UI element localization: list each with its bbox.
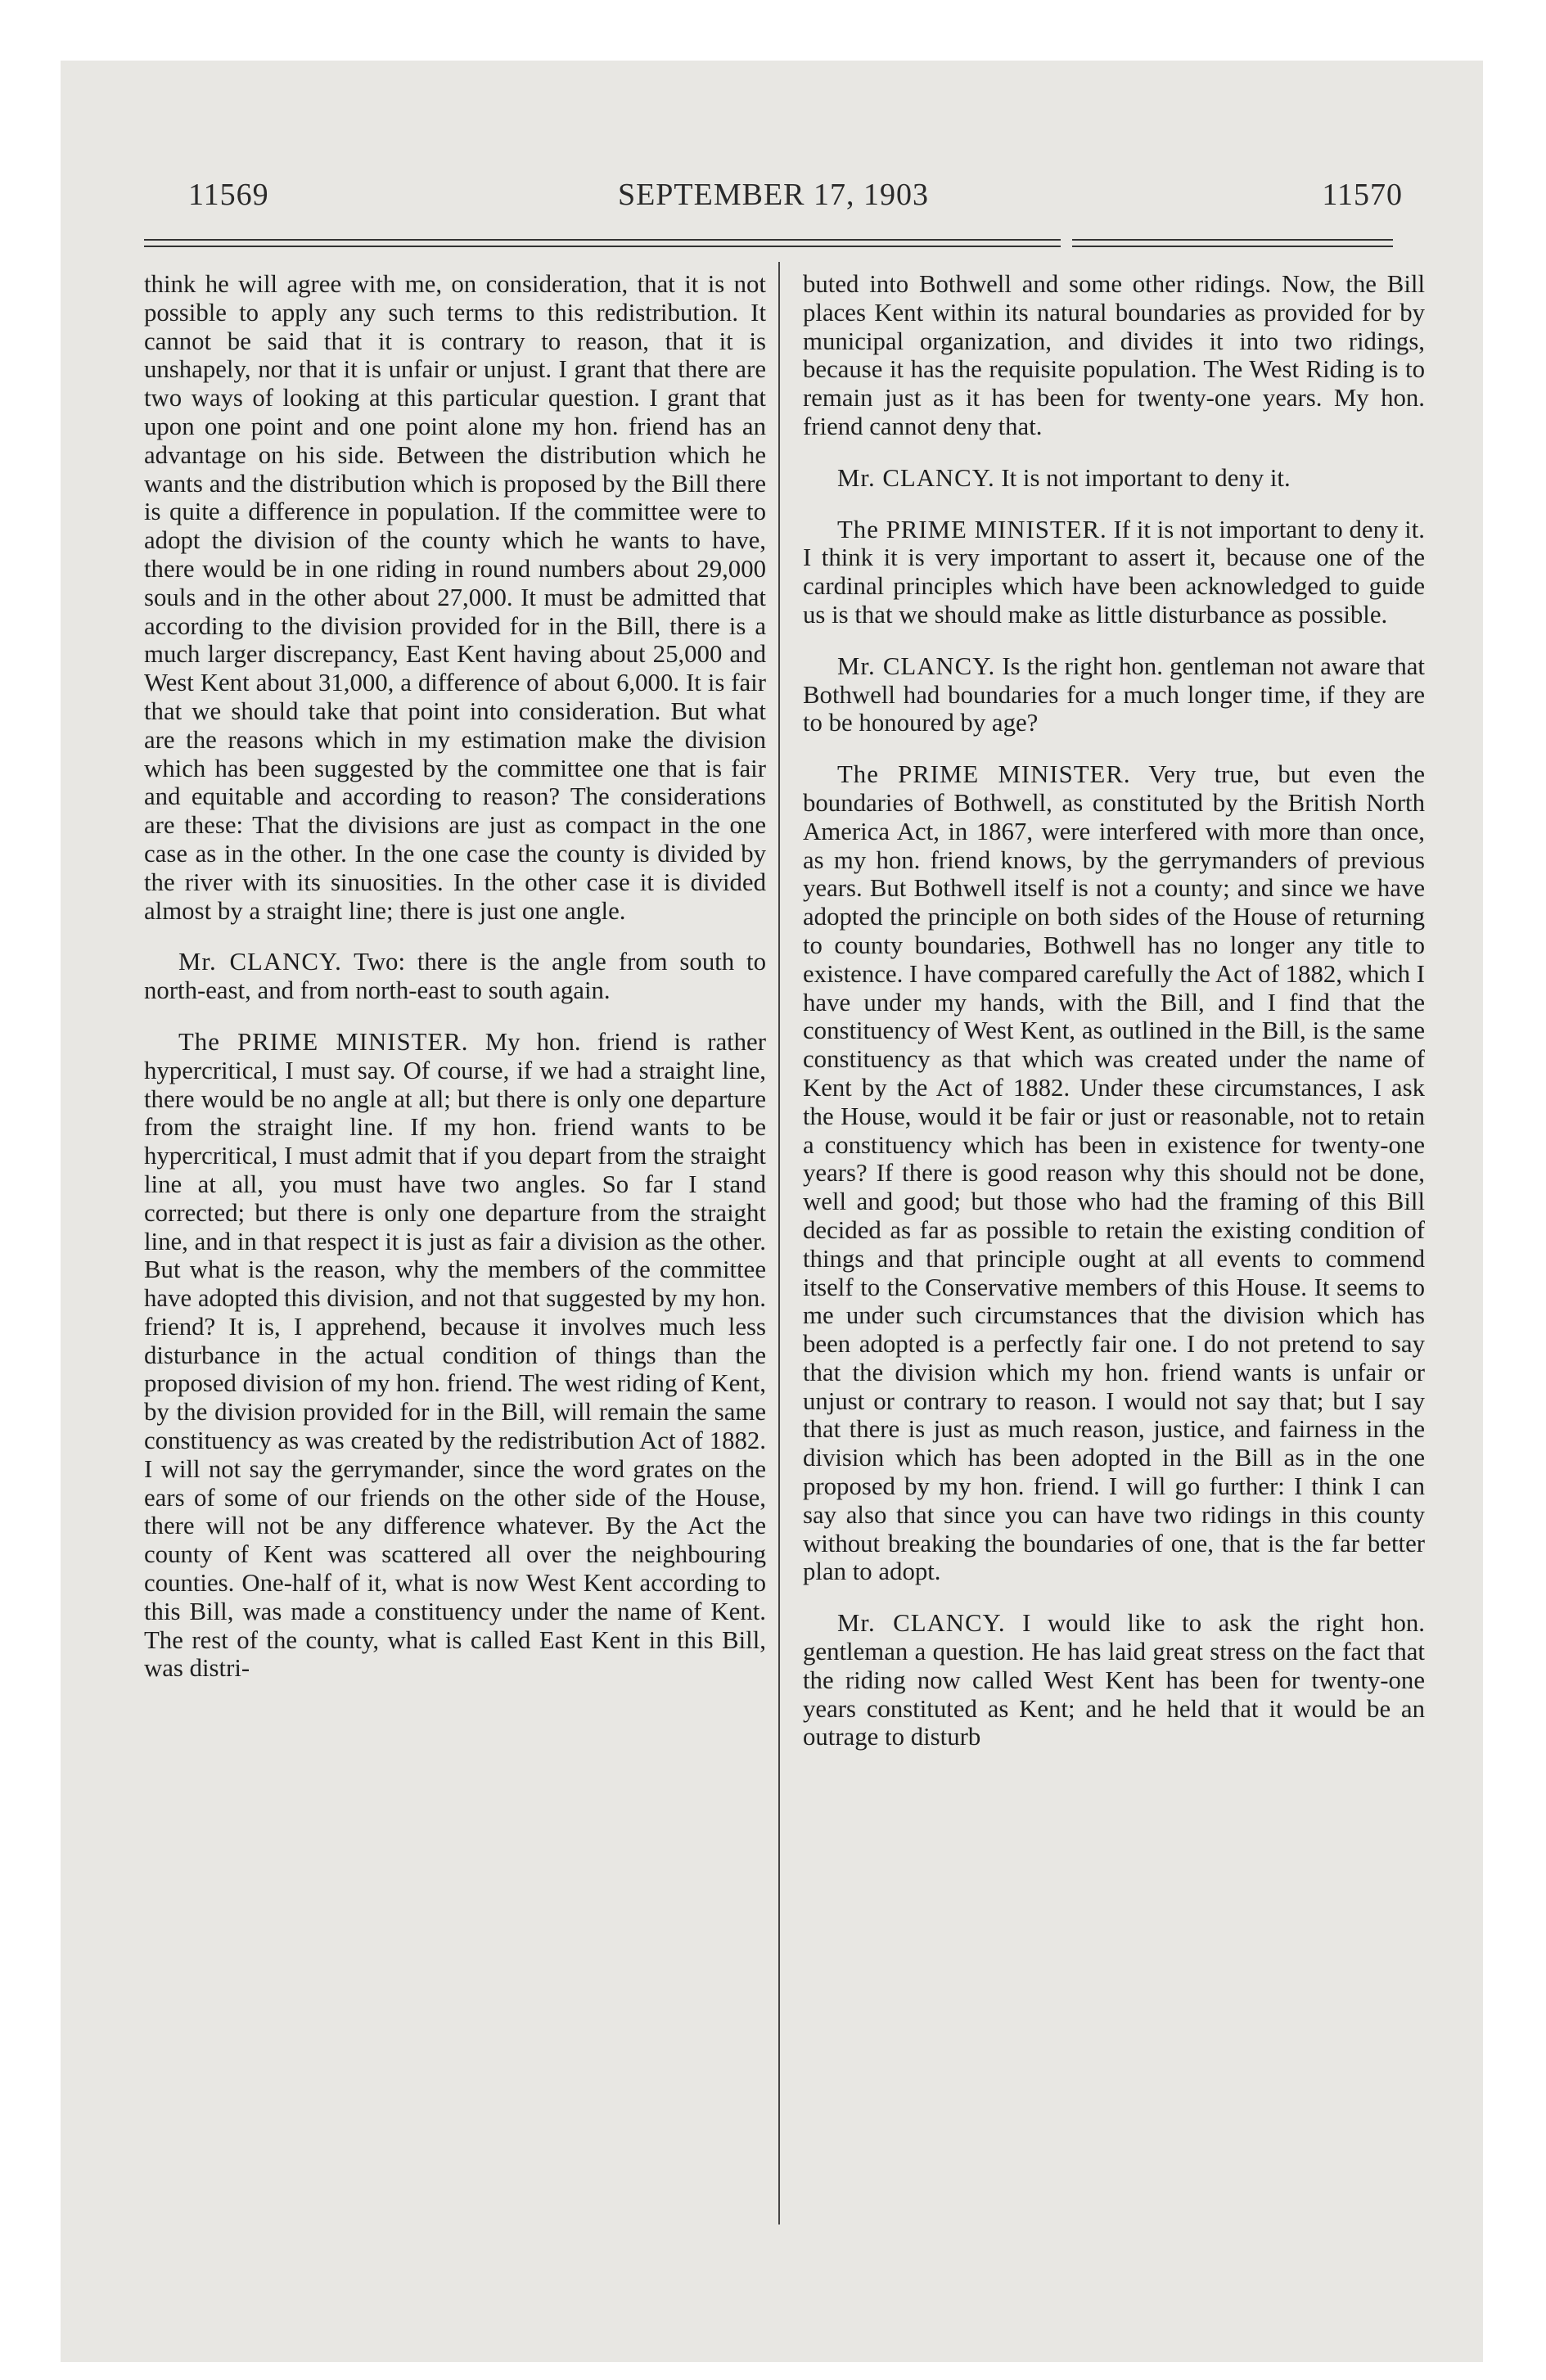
speech-paragraph xyxy=(144,1028,766,1683)
speech-paragraph xyxy=(803,652,1425,737)
speech-text: I would like to ask the right hon. gentleman a question. He has laid great stress on the fact that the riding now called West Kent has been for twenty-one years constituted as Kent; and he held that it would be an outrage to disturb xyxy=(803,1609,1425,1751)
speech-text: Two: there is the angle from south to north-east, and from north-east to south again. xyxy=(144,948,766,1005)
speech-paragraph xyxy=(803,516,1425,629)
header-rule-right xyxy=(1072,239,1393,247)
speaker-name: Mr. CLANCY. xyxy=(178,948,342,976)
right-column xyxy=(803,270,1425,1751)
speaker-name: The PRIME MINISTER. xyxy=(837,760,1131,789)
speech-paragraph xyxy=(803,1609,1425,1751)
speaker-name: Mr. CLANCY. xyxy=(837,1609,1006,1638)
column-divider xyxy=(778,262,780,2224)
speaker-name: The PRIME MINISTER. xyxy=(178,1027,469,1056)
page-header xyxy=(123,177,1424,218)
speech-text: Very true, but even the boundaries of Bothwell, as constituted by the British North America Act, in 1867, were interfered with more than once, as my hon. friend knows, by the gerrymanders of previous years. But Bothwell itself is not a county; and since we have adopted the principle on both sides of the House of returning to county boundaries, Bothwell has no longer any title to existence. I have compared carefully the Act of 1882, which I have under my hands, with the Bill, and I find that the constituency of West Kent, as outlined in the Bill, is the same constituency as that which was created under the name of Kent by the Act of 1882. Under these circumstances, I ask the House, would it be fair or just or reasonable, not to retain a constituency which has been in existence for twenty-one years? If there is good reason why this should not be done, well and good; but those who had the framing of this Bill decided as far as possible to retain the existing condition of things and that principle ought at all events to commend itself to the Conservative members of this House. It seems to me under such circumstances that the division which has been adopted is a perfectly fair one. I do not pretend to say that the division which my hon. friend wants is unfair or unjust or contrary to reason. I would not say that; but I say that there is just as much reason, justice, and fairness in the division which has been adopted in the Bill as in the one proposed by my hon. friend. I will go further: I think I can say also that since you can have two ridings in this county without breaking the boundaries of one, that is the far better plan to adopt. xyxy=(803,760,1425,1586)
paragraph xyxy=(803,270,1425,441)
right-page-number: 11570 xyxy=(1322,178,1403,212)
speech-paragraph xyxy=(803,760,1425,1586)
paragraph-text: buted into Bothwell and some other ridings. Now, the Bill places Kent within its natural boundaries as provided for by municipal organization, and divides it into two ridings, because it has the requisite population. The West Riding is to remain just as it has been for twenty-one years. My hon. friend cannot deny that. xyxy=(803,270,1425,440)
speech-text: Is the right hon. gentleman not aware that Bothwell had boundaries for a much longer time, if they are to be honoured by age? xyxy=(803,651,1425,737)
speech-paragraph xyxy=(144,948,766,1005)
speaker-name: The PRIME MINISTER. xyxy=(837,515,1107,543)
paragraph xyxy=(144,270,766,925)
left-column xyxy=(144,270,766,1683)
header-date: SEPTEMBER 17, 1903 xyxy=(617,178,930,212)
speech-text: It is not important to deny it. xyxy=(1001,463,1291,492)
paragraph-text: think he will agree with me, on consideration, that it is not possible to apply any such terms to this redistribution. It cannot be said that it is contrary to reason, that it is unshapely, nor that it is unfair or unjust. I grant that there are two ways of looking at this particular question. I grant that upon one point and one point alone my hon. friend has an advantage on his side. Between the distribution which he wants and the distribution which is proposed by the Bill there is quite a difference in population. If the committee were to adopt the division of the county which he wants to have, there would be in one riding in round numbers about 29,000 souls and in the other about 27,000. It must be admitted that according to the division provided for in the Bill, there is a much larger discrepancy, East Kent having about 25,000 and West Kent about 31,000, a difference of about 6,000. It is fair that we should take that point into consideration. But what are the reasons which in my estimation make the division which has been suggested by the committee one that is fair and equitable and according to reason? The considerations are these: That the divisions are just as compact in the one case as in the other. In the one case the county is divided by the river with its sinuosities. In the other case it is divided almost by a straight line; there is just one angle. xyxy=(144,270,766,925)
speech-text: My hon. friend is rather hypercritical, I must say. Of course, if we had a straight line, there would be no angle at all; but there is only one departure from the straight line. If my hon. friend wants to be hypercritical, I must admit that if you depart from the straight line at all, you must have two angles. So far I stand corrected; but there is only one departure from the straight line, and in that respect it is just as fair a division as the other. But what is the reason, why the members of the committee have adopted this division, and not that suggested by my hon. friend? It is, I apprehend, because it involves much less disturbance in the actual condition of things than the proposed division of my hon. friend. The west riding of Kent, by the division provided for in the Bill, will remain the same constituency as was created by the redistribution Act of 1882. I will not say the gerrymander, since the word grates on the ears of some of our friends on the other side of the House, there will not be any difference whatever. By the Act the county of Kent was scattered all over the neighbouring counties. One-half of it, what is now West Kent according to this Bill, was made a constituency under the name of Kent. The rest of the county, what is called East Kent in this Bill, was distri- xyxy=(144,1027,766,1683)
speech-paragraph xyxy=(803,464,1425,493)
speaker-name: Mr. CLANCY. xyxy=(837,463,995,492)
header-rule-left xyxy=(144,239,1061,247)
left-page-number: 11569 xyxy=(188,178,269,212)
speech-text: If it is not important to deny it. I think it is very important to assert it, because one of the cardinal principles which have been acknowledged to guide us is that we should make as little disturbance as possible. xyxy=(803,515,1425,629)
speaker-name: Mr. CLANCY. xyxy=(837,651,996,680)
